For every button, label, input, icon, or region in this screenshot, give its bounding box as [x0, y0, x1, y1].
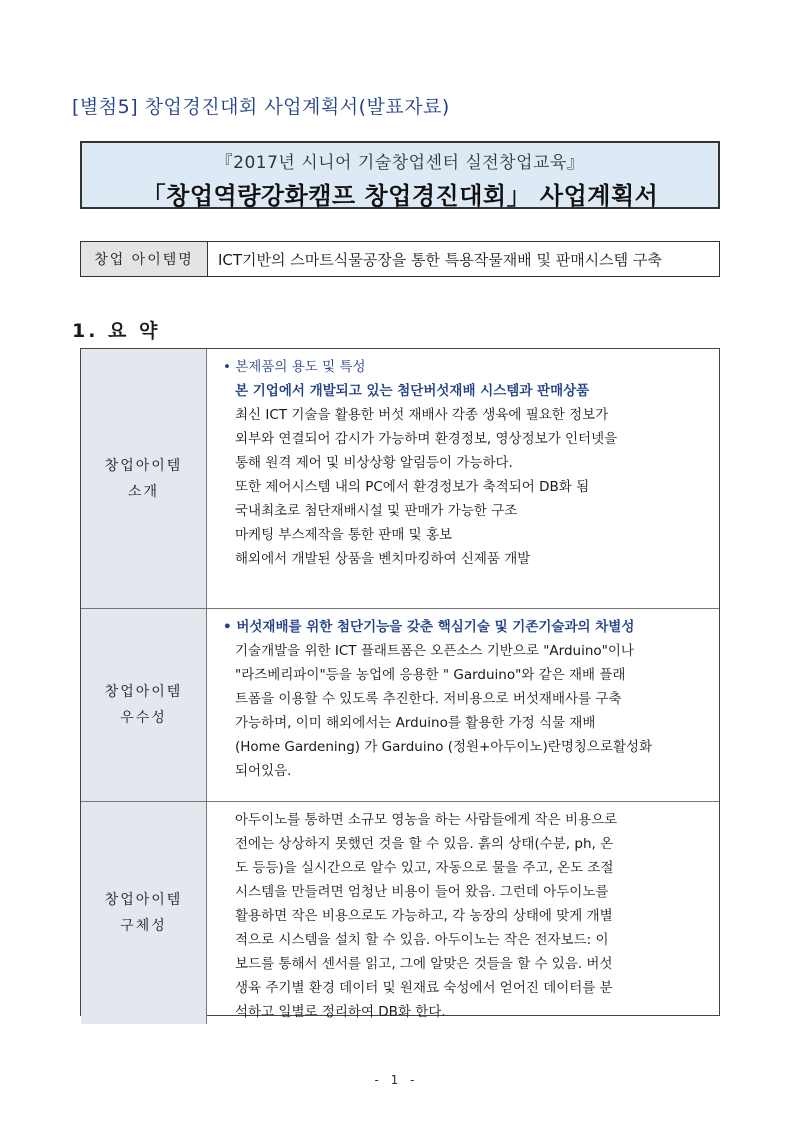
content-line: 아두이노를 통하면 소규모 영농을 하는 사람들에게 작은 비용으로	[235, 812, 618, 828]
content-line: 또한 제어시스템 내의 PC에서 환경정보가 축적되어 DB화 됨	[235, 479, 590, 495]
page-number: - 1 -	[374, 1073, 419, 1087]
item-name-table	[80, 241, 720, 277]
document-title: 「창업역량강화캠프 창업경진대회」 사업계획서	[141, 182, 659, 210]
row-content-excellence	[207, 609, 719, 802]
content-line: 가능하며, 이미 해외에서는 Arduino를 활용한 가정 식물 재배	[235, 715, 596, 731]
content-subheading: 본 기업에서 개발되고 있는 첨단버섯재배 시스템과 판매상품	[235, 383, 590, 399]
row-label-intro	[81, 349, 207, 609]
row-label-line: 구체성	[120, 918, 167, 934]
content-line: 도 등등)을 실시간으로 알수 있고, 자동으로 물을 주고, 온도 조절	[235, 860, 614, 876]
row-label-line: 창업아이템	[104, 892, 183, 908]
content-line: 적으로 시스템을 설치 할 수 있음. 아두이노는 작은 전자보드: 이	[235, 932, 609, 948]
row-label-concreteness	[81, 802, 207, 1024]
content-line: 기술개발을 위한 ICT 플래트폼은 오픈소스 기반으로 "Arduino"이나	[235, 643, 634, 659]
row-content-intro	[207, 349, 719, 609]
content-line: 되어있음.	[235, 763, 292, 779]
title-box	[80, 141, 720, 209]
content-line: 마케팅 부스제작을 통한 판매 및 홍보	[235, 527, 453, 543]
row-content-concreteness	[207, 802, 719, 1024]
content-line: 활용하면 작은 비용으로도 가능하고, 각 농장의 상태에 맞게 개별	[235, 908, 613, 924]
content-line: (Home Gardening) 가 Garduino (정원+아두이노)란명칭으로활성화	[235, 739, 653, 755]
row-label-line: 창업아이템	[104, 684, 183, 700]
row-label-excellence	[81, 609, 207, 802]
content-line: 보드를 통해서 센서를 읽고, 그에 알맞은 것들을 할 수 있음. 버섯	[235, 956, 613, 972]
row-label-line: 창업아이템	[104, 457, 183, 474]
content-line: 통해 원격 제어 및 비상상황 알림등이 가능하다.	[235, 455, 513, 471]
summary-table	[80, 348, 720, 1020]
content-line: "라즈베리파이"등을 농업에 응용한 " Garduino"와 같은 재배 플래	[235, 667, 626, 683]
content-line: 트폼을 이용할 수 있도록 추진한다. 저비용으로 버섯재배사를 구축	[235, 691, 622, 707]
document-subtitle: 『2017년 시니어 기술창업센터 실전창업교육』	[215, 153, 585, 173]
item-name-value: ICT기반의 스마트식물공장을 통한 특용작물재배 및 판매시스템 구축	[218, 250, 662, 269]
item-name-label: 창업 아이템명	[81, 242, 208, 276]
row-label-line: 소개	[127, 483, 160, 500]
content-line: 생육 주기별 환경 데이터 및 원재료 숙성에서 얻어진 데이터를 분	[235, 980, 613, 996]
section-heading: 1. 요 약	[72, 320, 161, 342]
content-line: 국내최초로 첨단재배시설 및 판매가 가능한 구조	[235, 503, 518, 519]
content-line: 해외에서 개발된 상품을 벤치마킹하여 신제품 개발	[235, 551, 531, 567]
content-heading: • 버섯재배를 위한 첨단기능을 갖춘 핵심기술 및 기존기술과의 차별성	[223, 619, 635, 635]
content-line: 전에는 상상하지 못했던 것을 할 수 있음. 흙의 상태(수분, ph, 온	[235, 836, 614, 852]
content-line: 석하고 일별로 정리하여 DB화 한다.	[235, 1004, 446, 1020]
content-heading: • 본제품의 용도 및 특성	[223, 359, 366, 375]
content-line: 외부와 연결되어 감시가 가능하며 환경정보, 영상정보가 인터넷을	[235, 431, 618, 447]
row-label-line: 우수성	[120, 710, 167, 726]
attachment-label: [별첨5] 창업경진대회 사업계획서(발표자료)	[72, 96, 450, 118]
content-line: 최신 ICT 기술을 활용한 버섯 재배사 각종 생육에 필요한 정보가	[235, 407, 609, 423]
content-line: 시스템을 만들려면 엄청난 비용이 들어 왔음. 그런데 아두이노를	[235, 884, 609, 900]
